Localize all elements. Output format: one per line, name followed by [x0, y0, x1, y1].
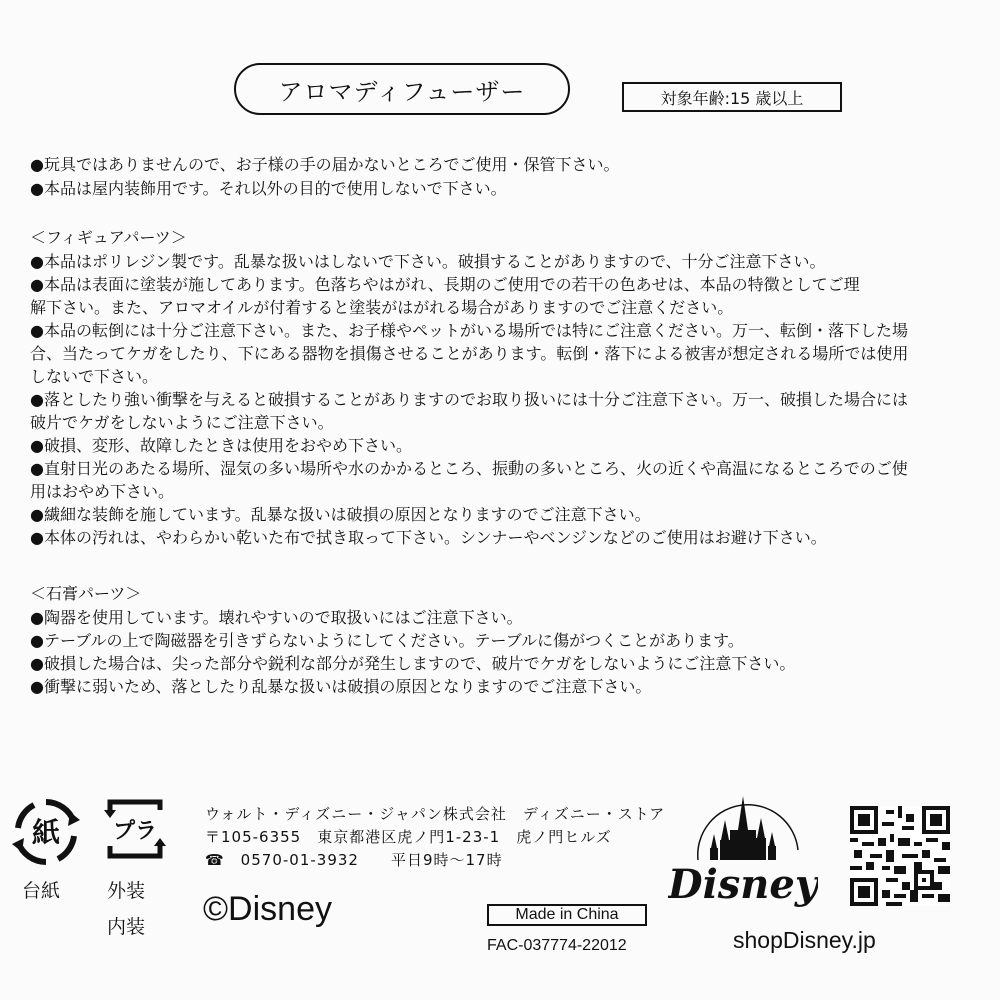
plaster-line: ●衝撃に弱いため、落としたり乱暴な扱いは破損の原因となりますのでご注意下さい。: [30, 677, 652, 696]
figure-heading: ＜フィギュアパーツ＞: [30, 228, 187, 247]
paper-label: 台紙: [22, 880, 61, 902]
plastic-symbol-text: プラ: [112, 819, 158, 844]
paper-symbol-text: 紙: [31, 816, 61, 849]
qr-code[interactable]: [850, 806, 950, 906]
figure-line: ●落としたり強い衝撃を与えると破損することがありますのでお取り扱いには十分ご注意下さい。万一、破損した場合には: [30, 390, 908, 409]
shop-url[interactable]: shopDisney.jp: [733, 927, 876, 953]
company-phone: ☎ 0570-01-3932 平日9時～17時: [205, 851, 503, 869]
figure-line: 破片でケガをしないようにご注意下さい。: [30, 413, 334, 432]
copyright: ©Disney: [203, 890, 332, 928]
plaster-line: ●陶器を使用しています。壊れやすいので取扱いにはご注意下さい。: [30, 608, 523, 627]
figure-line: ●繊細な装飾を施しています。乱暴な扱いは破損の原因となりますのでご注意下さい。: [30, 505, 651, 524]
plaster-line: ●テーブルの上で陶磁器を引きずらないようにしてください。テーブルに傷がつくことがあります。: [30, 631, 744, 650]
figure-line: ●破損、変形、故障したときは使用をおやめ下さい。: [30, 436, 412, 455]
figure-line: 合、当たってケガをしたり、下にある器物を損傷させることがあります。転倒・落下による被害が想定される場所では使用: [30, 344, 909, 363]
company-address: 〒105-6355 東京都港区虎ノ門1-23-1 虎ノ門ヒルズ: [205, 828, 612, 846]
made-in-box: [487, 904, 647, 926]
made-in-text: Made in China: [515, 906, 619, 923]
plaster-heading: ＜石膏パーツ＞: [30, 584, 142, 603]
figure-line: ●本品はポリレジン製です。乱暴な扱いはしないで下さい。破損することがありますので、十分ご注意下さい。: [30, 252, 826, 271]
figure-line: ●本体の汚れは、やわらかい乾いた布で拭き取って下さい。シンナーやベンジンなどのご使用はお避け下さい。: [30, 528, 827, 547]
plastic-label-inner: 内装: [107, 916, 146, 938]
age-text: 対象年齢:15 歳以上: [660, 88, 804, 108]
general-line: ●玩具ではありませんので、お子様の手の届かないところでご使用・保管下さい。: [30, 155, 620, 174]
plaster-line: ●破損した場合は、尖った部分や鋭利な部分が発生しますので、破片でケガをしないようにご注意下さい。: [30, 654, 796, 673]
product-title: アロマディフューザー: [278, 77, 526, 106]
figure-line: ●直射日光のあたる場所、湿気の多い場所や水のかかるところ、振動の多いところ、火の近くや高温になるところでのご使: [30, 459, 908, 478]
general-line: ●本品は屋内装飾用です。それ以外の目的で使用しないで下さい。: [30, 179, 507, 198]
figure-line: しないで下さい。: [30, 367, 159, 386]
figure-line: 用はおやめ下さい。: [30, 482, 175, 501]
age-box: [622, 82, 842, 112]
company-name: ウォルト・ディズニー・ジャパン株式会社 ディズニー・ストア: [205, 805, 666, 823]
figure-line: ●本品の転倒には十分ご注意下さい。また、お子様やペットがいる場所では特にご注意ください。万一、転倒・落下した場: [30, 321, 908, 340]
plastic-recycle-icon: [102, 796, 168, 862]
disney-castle-logo: [668, 790, 818, 910]
figure-line: 解下さい。また、アロマオイルが付着すると塗装がはがれる場合がありますのでご注意ください。: [30, 298, 734, 317]
figure-line: ●本品は表面に塗装が施してあります。色落ちやはがれ、長期のご使用での若干の色あせは、本品の特徴としてご理: [30, 275, 860, 294]
product-title-box: [234, 63, 570, 115]
plastic-label-outer: 外装: [107, 880, 146, 902]
paper-recycle-icon: [10, 796, 82, 868]
disney-wordmark: Disney: [668, 861, 818, 908]
product-code: FAC-037774-22012: [487, 937, 627, 954]
